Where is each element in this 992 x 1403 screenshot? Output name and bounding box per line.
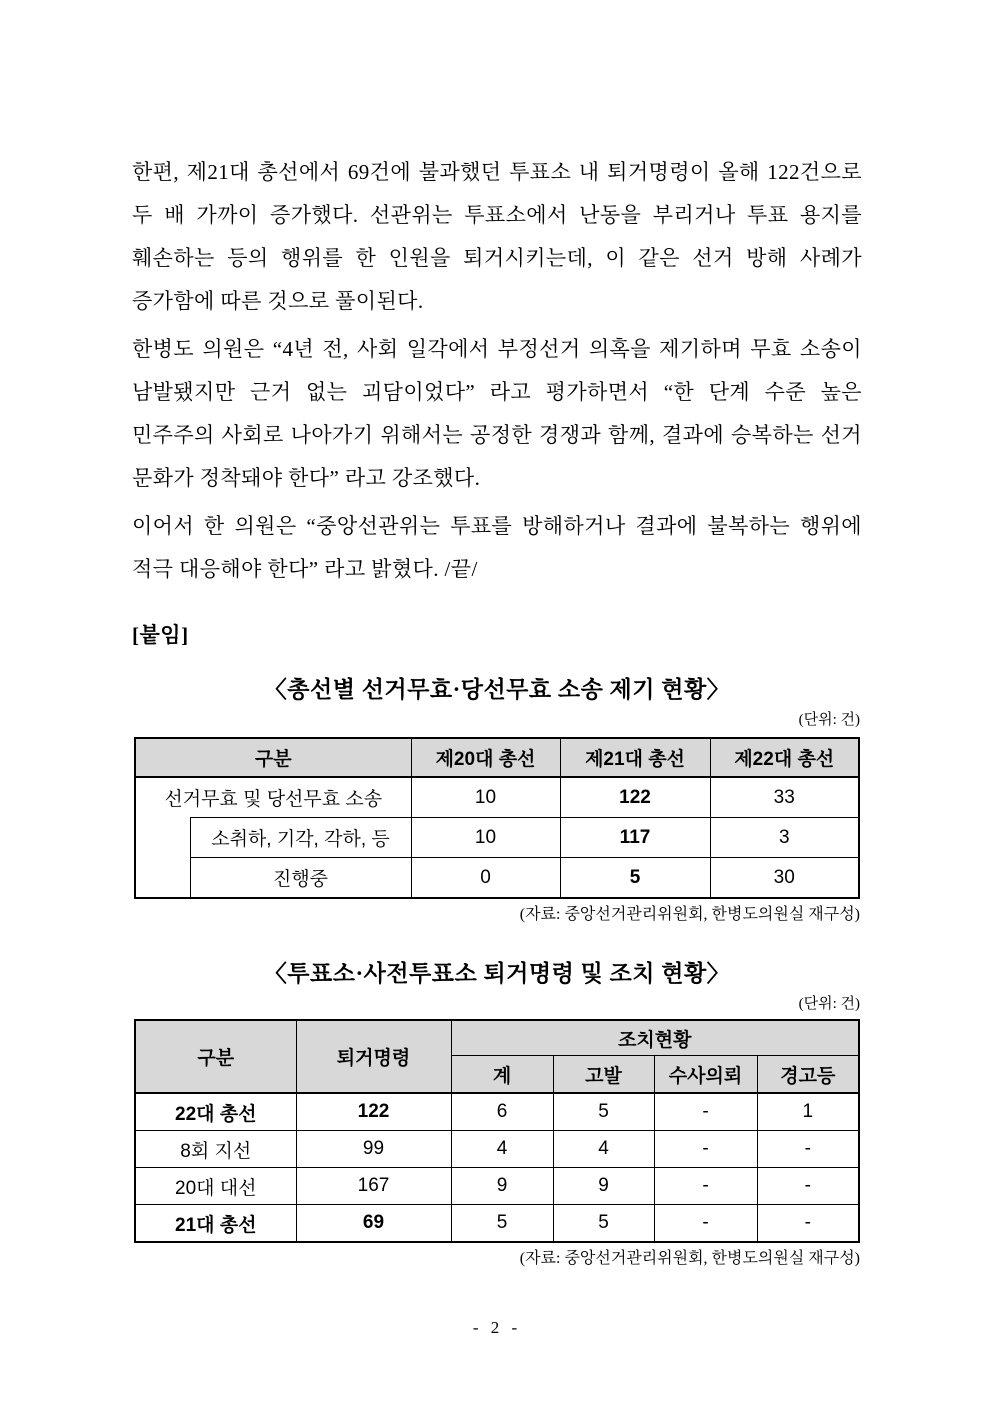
table2-row3-warning: - xyxy=(757,1168,859,1205)
table1-row1-20th: 10 xyxy=(411,777,560,818)
table1-row1-22nd: 33 xyxy=(710,777,859,818)
table2-row1-total: 6 xyxy=(451,1093,553,1131)
table1-row2-22nd: 3 xyxy=(710,818,859,858)
table1-indent-spacer xyxy=(135,818,190,899)
table2-row3-label: 20대 대선 xyxy=(135,1168,296,1205)
table2-row4-warning: - xyxy=(757,1205,859,1243)
table1-header-row xyxy=(135,738,859,777)
table2-row4-label: 21대 총선 xyxy=(135,1205,296,1243)
table2-title: 〈투표소·사전투표소 퇴거명령 및 조치 현황〉 xyxy=(263,961,731,986)
table2-header-warning: 경고등 xyxy=(757,1056,859,1094)
table2-header-total: 계 xyxy=(451,1056,553,1094)
table2-row2-indictment: 4 xyxy=(553,1131,654,1168)
table2-row1-eviction: 122 xyxy=(296,1093,451,1131)
table1-row3-label: 진행중 xyxy=(190,858,411,899)
table2-row3-eviction: 167 xyxy=(296,1168,451,1205)
table-lawsuit-status xyxy=(134,737,860,899)
page-number: - 2 - xyxy=(472,1318,522,1337)
table2-row4-total: 5 xyxy=(451,1205,553,1243)
table-row xyxy=(135,1093,859,1131)
table2-row2-investigation: - xyxy=(654,1131,757,1168)
table-eviction-actions xyxy=(134,1019,860,1243)
table2-header-eviction: 퇴거명령 xyxy=(296,1020,451,1093)
table-row xyxy=(135,1205,859,1243)
table2-header-row-1 xyxy=(135,1020,859,1056)
table1-row2-20th: 10 xyxy=(411,818,560,858)
table2-row2-label: 8회 지선 xyxy=(135,1131,296,1168)
table1-header-21st: 제21대 총선 xyxy=(560,738,710,777)
table-row xyxy=(135,858,859,899)
table2-row2-eviction: 99 xyxy=(296,1131,451,1168)
table-row xyxy=(135,777,859,818)
table1-row3-20th: 0 xyxy=(411,858,560,899)
table2-row3-investigation: - xyxy=(654,1168,757,1205)
table1-title: 〈총선별 선거무효·당선무효 소송 제기 현황〉 xyxy=(263,677,731,702)
table1-row2-21st: 117 xyxy=(560,818,710,858)
table2-row4-eviction: 69 xyxy=(296,1205,451,1243)
table2-row4-investigation: - xyxy=(654,1205,757,1243)
table2-row4-indictment: 5 xyxy=(553,1205,654,1243)
table2-row3-indictment: 9 xyxy=(553,1168,654,1205)
table2-row2-total: 4 xyxy=(451,1131,553,1168)
table2-row1-indictment: 5 xyxy=(553,1093,654,1131)
table1-row2-label: 소취하, 기각, 각하, 등 xyxy=(190,818,411,858)
table1-header-20th: 제20대 총선 xyxy=(411,738,560,777)
table2-row3-total: 9 xyxy=(451,1168,553,1205)
table2-row1-warning: 1 xyxy=(757,1093,859,1131)
table2-header-action-group: 조치현황 xyxy=(451,1020,859,1056)
table2-unit-label: (단위: 건) xyxy=(798,996,860,1012)
table1-row3-21st: 5 xyxy=(560,858,710,899)
table1-source-caption: (자료: 중앙선거관리위원회, 한병도의원실 재구성) xyxy=(519,906,860,923)
attachment-label: [붙임] xyxy=(132,623,189,647)
table-row xyxy=(135,1131,859,1168)
paragraph-eviction-increase: 한편, 제21대 총선에서 69건에 불과했던 투표소 내 퇴거명령이 올해 122건으로 두 배 가까이 증가했다. 선관위는 투표소에서 난동을 부리거나 투표 용지를 훼손하는 등의 행위를 한 인원을 퇴거시키는데, 이 같은 선거 방해 사례가 증가함에 따른 것으로 풀이된다. xyxy=(132,160,862,313)
table-row xyxy=(135,818,859,858)
table2-source-caption: (자료: 중앙선거관리위원회, 한병도의원실 재구성) xyxy=(519,1250,860,1267)
paragraph-lawmaker-quote-2: 이어서 한 의원은 “중앙선관위는 투표를 방해하거나 결과에 불복하는 행위에 적극 대응해야 한다” 라고 밝혔다. /끝/ xyxy=(132,514,862,581)
paragraph-lawmaker-quote-1: 한병도 의원은 “4년 전, 사회 일각에서 부정선거 의혹을 제기하며 무효 소송이 남발됐지만 근거 없는 괴담이었다” 라고 평가하면서 “한 단계 수준 높은 민주주의 사회로 나아가기 위해서는 공정한 경쟁과 함께, 결과에 승복하는 선거 문화가 정착돼야 한다” 라고 강조했다. xyxy=(132,337,862,490)
table2-row1-investigation: - xyxy=(654,1093,757,1131)
table2-header-investigation: 수사의뢰 xyxy=(654,1056,757,1094)
table1-row1-label: 선거무효 및 당선무효 소송 xyxy=(135,777,411,818)
table2-row1-label: 22대 총선 xyxy=(135,1093,296,1131)
table-row xyxy=(135,1168,859,1205)
table2-header-category: 구분 xyxy=(135,1020,296,1093)
table1-header-22nd: 제22대 총선 xyxy=(710,738,859,777)
table1-row1-21st: 122 xyxy=(560,777,710,818)
table1-unit-label: (단위: 건) xyxy=(798,712,860,728)
table1-header-category: 구분 xyxy=(135,738,411,777)
table1-row3-22nd: 30 xyxy=(710,858,859,899)
table2-row2-warning: - xyxy=(757,1131,859,1168)
table2-header-indictment: 고발 xyxy=(553,1056,654,1094)
